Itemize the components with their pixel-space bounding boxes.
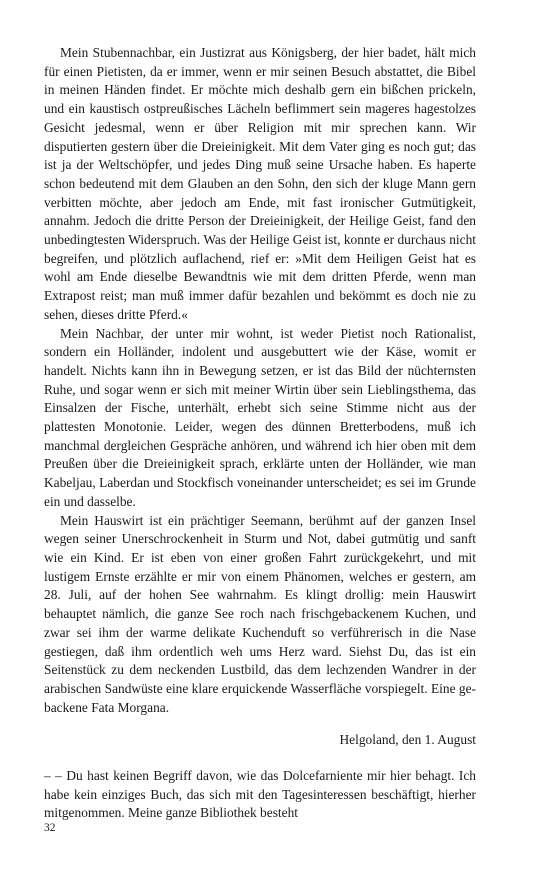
paragraph-hollaender: Mein Nachbar, der unter mir wohnt, ist weder Pietist noch Rationalist, sondern ein Holländer, indolent und ausgebuttert wie der Käse, womit er handelt. Nichts kann ihn in Bewegung setzen, er ist das Bild der nüchternsten Ruhe, und sogar wenn er sich mit meiner Wirtin über sein Lieblingsthema, das Einsalzen der Fische, unterhält, erhebt sich seine Stimme nicht aus der plattesten Monotonie. Leider, wegen des dünnen Bretterbodens, muß ich manchmal dergleichen Gespräche anhören, und während ich hier oben mit dem Preußen über die Dreieinigkeit sprach, erklärte unten der Holländer, wie man Kabeljau, Laberdan und Stockfisch voneinander unterscheidet; es sei im Grunde ein und dasselbe. <box>44 325 476 509</box>
letter-dateline: Helgoland, den 1. August <box>339 732 476 748</box>
page-body <box>44 44 476 823</box>
paragraph-dolcefarniente: – – Du hast keinen Begriff davon, wie das Dolcefarniente mir hier behagt. Ich habe kein einziges Buch, das sich mit den Tagesinteressen beschäftigt, hierher mitgenommen. Meine ganze Bibliothek besteht <box>44 768 476 821</box>
page-number: 32 <box>44 822 56 834</box>
paragraph-hauswirt: Mein Hauswirt ist ein prächtiger Seemann, berühmt auf der ganzen Insel wegen seiner Unerschrockenheit in Sturm und Not, dabei gutmütig und sanft wie ein Kind. Er ist eben von einer großen Fahrt zurückgekehrt, und mit lustigem Ernste erzählte er mir von einem Phänomen, welches er gestern, am 28. Juli, auf der hohen See wahrnahm. Es klingt drollig: mein Hauswirt behauptet nämlich, die ganze See roch nach frischgebackenem Kuchen, und zwar sei ihm der warme delikate Kuchenduft so verführerisch in die Nase gestiegen, daß ihm ordentlich weh ums Herz ward. Siehst Du, das ist ein Seitenstück zu dem neckenden Lustbild, das dem lechzenden Wandrer in der arabischen Sandwüste eine klare erquickende Wasserfläche vorspiegelt. Eine gebackene Fata Morgana. <box>44 512 476 715</box>
paragraph-justizrat: Mein Stubennachbar, ein Justizrat aus Königsberg, der hier badet, hält mich für einen Pietisten, da er immer, wenn er mir seinen Besuch abstattet, die Bibel in meinen Händen findet. Er möchte mich deshalb gern ein bißchen prickeln, und ein kaustisch ostpreußisches Lächeln beflimmert sein mageres hagestolzes Gesicht jedesmal, wenn er über Religion mit mir sprechen kann. Wir disputierten gestern über die Dreieinigkeit. Mit dem Vater ging es noch gut; das ist ja der Weltschöpfer, und jedes Ding muß seine Ursache haben. Es haperte schon bedeutend mit dem Glauben an den Sohn, den sich der kluge Mann gern verbitten möchte, aber jedoch am Ende, mit fast ironischer Gutmütigkeit, annahm. Jedoch die dritte Person der Dreieinigkeit, der Heilige Geist, fand den unbedingtesten Widerspruch. Was der Heilige Geist ist, konnte er durchaus nicht begreifen, und plötzlich auflachend, rief er: »Mit dem Heiligen Geist hat es wohl am Ende dieselbe Bewandtnis wie mit dem dritten Pferde, wenn man Extrapost reist; man muß immer dafür bezahlen und bekömmt es doch nie zu sehen, dieses dritte Pferd.« <box>44 45 476 322</box>
